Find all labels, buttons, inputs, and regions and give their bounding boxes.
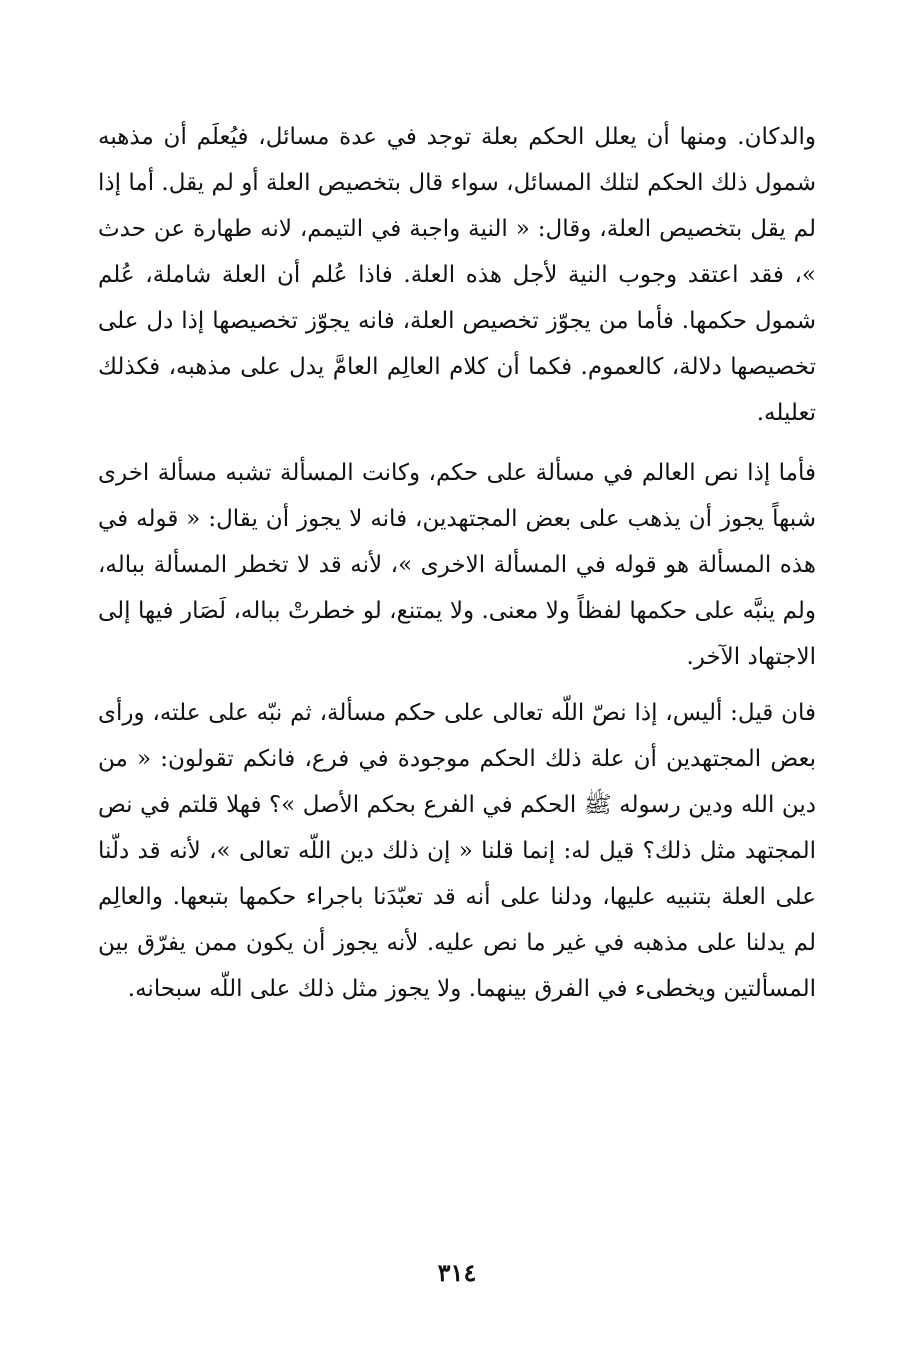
page-number: ٣١٤ [437,1258,477,1287]
paragraph-1: والدكان. ومنها أن يعلل الحكم بعلة توجد في عدة مسائل، فيُعلَم أن مذهبه شمول ذلك الحكم لتلك المسائل، سواء قال بتخصيص العلة أو لم يقل. أما إذا لم يقل بتخصيص العلة، وقال: « النية واجبة في التيمم، لانه طهارة عن حدث »، فقد اعتقد وجوب النية لأجل هذه العلة. فاذا عُلم أن العلة شاملة، عُلم شمول حكمها. فأما من يجوّز تخصيص العلة، فانه يجوّز تخصيصها إذا دل على تخصيصها دلالة، كالعموم. فكما أن كلام العالِم العامَّ يدل على مذهبه، فكذلك تعليله. [98,124,816,426]
paragraph-3: فان قيل: أليس، إذا نصّ اللّه تعالى على حكم مسألة، ثم نبّه على علته، ورأى بعض المجتهدين أن علة ذلك الحكم موجودة في فرع، فانكم تقولون: « من دين الله ودين رسوله ﷺ الحكم في الفرع بحكم الأصل »؟ فهلا قلتم في نص المجتهد مثل ذلك؟ قيل له: إنما قلنا « إن ذلك دين اللّه تعالى »، لأنه قد دلّنا على العلة بتنبيه عليها، ودلنا على أنه قد تعبّدَنا باجراء حكمها بتبعها. والعالِم لم يدلنا على مذهبه في غير ما نص عليه. لأنه يجوز أن يكون ممن يفرّق بين المسألتين ويخطىء في الفرق بينهما. ولا يجوز مثل ذلك على اللّه سبحانه. [98,700,816,1002]
paragraph-2: فأما إذا نص العالم في مسألة على حكم، وكانت المسألة تشبه مسألة اخرى شبهاً يجوز أن يذهب على بعض المجتهدين، فانه لا يجوز أن يقال: « قوله في هذه المسألة هو قوله في المسألة الاخرى »، لأنه قد لا تخطر المسألة بباله، ولم ينبَّه على حكمها لفظاً ولا معنى. ولا يمتنع، لو خطرتْ بباله، لَصَار فيها إلى الاجتهاد الآخر. [98,460,816,670]
